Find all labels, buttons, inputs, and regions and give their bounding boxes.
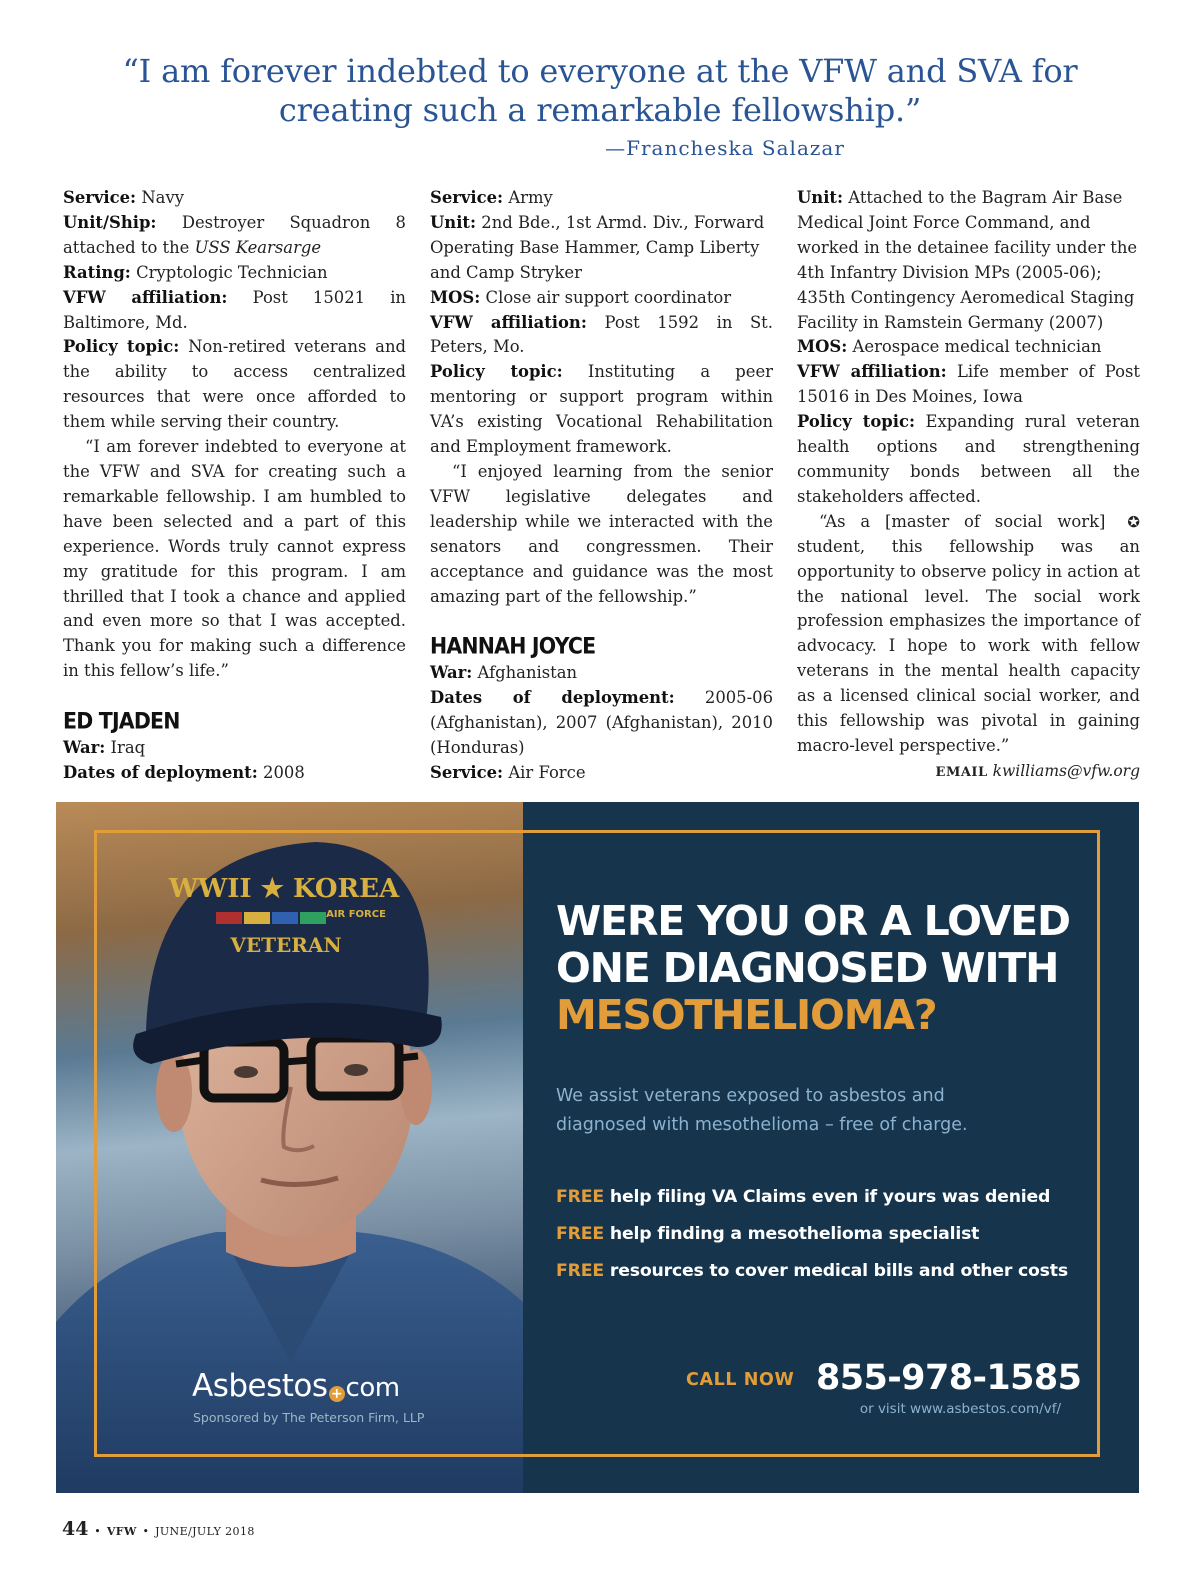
article-column-1 xyxy=(63,186,406,786)
service-value: Navy xyxy=(141,188,184,207)
mos-label: MOS: xyxy=(430,287,481,307)
asbestos-advertisement xyxy=(56,802,1139,1493)
deployment-dates-label: Dates of deployment: xyxy=(430,688,675,708)
mos-value: Aerospace medical technician xyxy=(852,337,1102,357)
sponsor-line: Sponsored by The Peterson Firm, LLP xyxy=(193,1410,425,1425)
cap-embroidery-branch: AIR FORCE xyxy=(326,909,386,920)
benefit-item xyxy=(556,1179,1096,1216)
vfw-affiliation-value: Life member of Post 15016 in Des Moines, Iowa xyxy=(797,362,1140,407)
unit-label: Unit: xyxy=(430,212,477,232)
headline-accent: MESOTHELIOMA? xyxy=(556,991,937,1039)
mos-label: MOS: xyxy=(797,337,848,357)
benefits-list xyxy=(556,1179,1096,1290)
benefit-text: help filing VA Claims even if yours was denied xyxy=(609,1187,1051,1207)
free-label: FREE xyxy=(556,1187,604,1207)
logo-text: Asbestos xyxy=(192,1368,328,1404)
unit-value: 2nd Bde., 1st Armd. Div., Forward Operating Base Hammer, Camp Liberty and Camp Stryker xyxy=(430,212,765,282)
separator: • xyxy=(142,1525,150,1538)
policy-topic-label: Policy topic: xyxy=(63,337,180,357)
unit-label: Unit/Ship: xyxy=(63,212,157,232)
war-label: War: xyxy=(63,738,106,758)
vfw-affiliation-value: Post 1592 in St. Peters, Mo. xyxy=(430,312,773,357)
page-footer xyxy=(62,1518,255,1540)
headline-text: WERE YOU OR A LOVED ONE DIAGNOSED WITH xyxy=(556,897,1070,992)
war-label: War: xyxy=(430,663,473,683)
benefit-text: resources to cover medical bills and other costs xyxy=(609,1261,1068,1281)
vfw-affiliation-label: VFW affiliation: xyxy=(63,287,228,307)
war-value: Iraq xyxy=(110,738,146,758)
fellow-quote: “I am forever indebted to everyone at the VFW and SVA for creating such a remarkable fellowship. I am humbled to have been selected and a part of this experience. Words truly cannot express my gratitude for this program. I am thrilled that I took a chance and applied and even more so that I was accepted. Thank you for making such a difference in this fellow’s life.” xyxy=(63,437,406,681)
free-label: FREE xyxy=(556,1261,604,1281)
cap-embroidery-bottom: VETERAN xyxy=(230,933,342,957)
deployment-dates-label: Dates of deployment: xyxy=(63,763,258,783)
separator: • xyxy=(94,1525,102,1538)
website-link[interactable]: or visit www.asbestos.com/vf/ xyxy=(859,1401,1061,1417)
policy-topic-value: Non-retired veterans and the ability to access centralized resources that were once afforded to them while serving their country. xyxy=(63,337,406,432)
call-now-label: CALL NOW xyxy=(686,1370,795,1390)
deployment-dates-value: 2008 xyxy=(263,763,305,783)
benefit-item xyxy=(556,1216,1096,1253)
pull-quote-attribution: —Francheska Salazar xyxy=(605,136,845,160)
plus-icon: + xyxy=(329,1386,345,1402)
free-label: FREE xyxy=(556,1224,604,1244)
logo-tld: com xyxy=(345,1373,400,1403)
service-label: Service: xyxy=(430,763,504,783)
fellow-name-heading: HANNAH JOYCE xyxy=(430,633,596,660)
deployment-dates-value: 2005-06 (Afghanistan), 2007 (Afghanistan), 2010 (Honduras) xyxy=(430,688,773,758)
unit-label: Unit: xyxy=(797,188,844,207)
contact-email xyxy=(797,759,1140,786)
mos-value: Close air support coordinator xyxy=(485,287,732,307)
rating-label: Rating: xyxy=(63,262,131,282)
benefit-text: help finding a mesothelioma specialist xyxy=(609,1224,980,1244)
issue-date: JUNE/JULY 2018 xyxy=(155,1525,255,1538)
asbestos-logo xyxy=(192,1368,400,1404)
benefit-item xyxy=(556,1253,1096,1290)
policy-topic-label: Policy topic: xyxy=(797,412,915,432)
end-of-story-icon: ✪ xyxy=(1127,512,1140,531)
unit-value: Destroyer Squadron 8 attached to the xyxy=(63,212,406,257)
rating-value: Cryptologic Technician xyxy=(136,262,328,282)
email-address[interactable]: kwilliams@vfw.org xyxy=(992,761,1140,780)
policy-topic-value: Instituting a peer mentoring or support program within VA’s existing Vocational Rehabilitation and Employment framework. xyxy=(430,362,773,457)
ad-subtext: We assist veterans exposed to asbestos and diagnosed with mesothelioma – free of charge. xyxy=(556,1086,968,1135)
phone-number[interactable]: 855-978-1585 xyxy=(816,1358,1082,1398)
policy-topic-label: Policy topic: xyxy=(430,362,563,382)
magazine-name: VFW xyxy=(106,1525,137,1538)
service-label: Service: xyxy=(63,188,137,207)
unit-value: Attached to the Bagram Air Base Medical Joint Force Command, and worked in the detainee facility under the 4th Infantry Division MPs (2005-06); 435th Contingency Aeromedical Staging Facility in Ramstein Germany (2007) xyxy=(797,188,1138,332)
vfw-affiliation-label: VFW affiliation: xyxy=(430,312,587,332)
fellow-quote: “As a [master of social work] student, this fellowship was an opportunity to observe policy in action at the national level. The social work profession emphasizes the importance of advocacy. I hope to work with fellow veterans in the mental health capacity as a licensed clinical social worker, and this fellowship was pivotal in gaining macro-level perspective.” xyxy=(797,511,1140,755)
ad-headline xyxy=(556,898,1096,1039)
war-value: Afghanistan xyxy=(477,663,578,683)
vfw-affiliation-value: Post 15021 in Baltimore, Md. xyxy=(63,287,406,332)
service-value: Army xyxy=(508,188,553,207)
fellow-quote: “I enjoyed learning from the senior VFW legislative delegates and leadership while we interacted with the senators and congressmen. Their acceptance and guidance was the most amazing part of the fellowship.” xyxy=(430,461,773,606)
service-label: Service: xyxy=(430,188,504,207)
email-label: EMAIL xyxy=(935,764,988,780)
cap-embroidery-top: WWII ★ KOREA xyxy=(168,874,400,904)
article-column-2 xyxy=(430,186,773,786)
ship-name: USS Kearsarge xyxy=(194,237,322,257)
page-number: 44 xyxy=(62,1518,89,1540)
vfw-affiliation-label: VFW affiliation: xyxy=(797,362,947,382)
fellow-name-heading: ED TJADEN xyxy=(63,708,180,735)
article-column-3 xyxy=(797,186,1140,786)
service-value: Air Force xyxy=(508,763,586,783)
pull-quote-text: “I am forever indebted to everyone at the VFW and SVA for creating such a remarkable fellowship.” xyxy=(122,52,1078,129)
pull-quote xyxy=(60,52,1140,162)
policy-topic-value: Expanding rural veteran health options and strengthening community bonds between all the stakeholders affected. xyxy=(797,412,1140,506)
